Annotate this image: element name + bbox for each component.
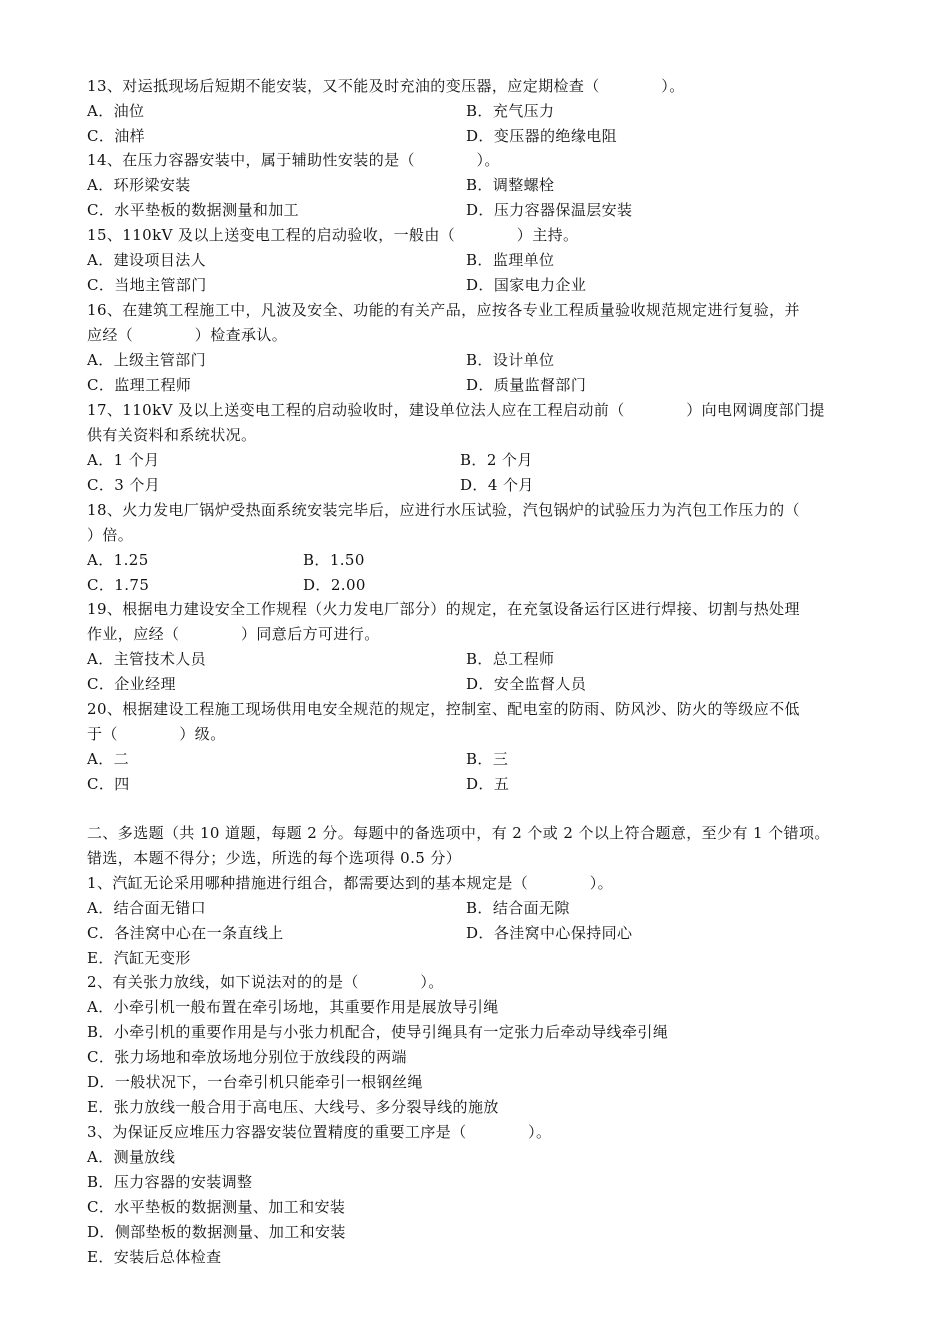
multi-question-3-stem: 3、为保证反应堆压力容器安装位置精度的重要工序是（ ）。 <box>87 1123 552 1141</box>
mq1-option-d: D．各洼窝中心保持同心 <box>466 924 633 942</box>
q19-option-d: D．安全监督人员 <box>466 675 587 693</box>
mq3-option-c: C．水平垫板的数据测量、加工和安装 <box>87 1198 346 1216</box>
mq3-option-d: D．侧部垫板的数据测量、加工和安装 <box>87 1223 346 1241</box>
multi-question-1-stem: 1、汽缸无论采用哪种措施进行组合，都需要达到的基本规定是（ ）。 <box>87 874 614 892</box>
section-2-heading-line1: 二、多选题（共 10 道题，每题 2 分。每题中的备选项中，有 2 个或 2 个以上符合题意，至少有 1 个错项。 <box>87 824 830 842</box>
q17-option-d: D．4 个月 <box>460 476 534 494</box>
q14-option-d: D．压力容器保温层安装 <box>466 201 633 219</box>
q18-option-b: B．1.50 <box>303 551 365 569</box>
section-2-heading-line2: 错选，本题不得分；少选，所选的每个选项得 0.5 分） <box>87 849 462 867</box>
question-15-stem: 15、110kV 及以上送变电工程的启动验收，一般由（ ）主持。 <box>87 226 579 244</box>
q13-option-c: C．油样 <box>87 127 146 145</box>
question-18-stem-line1: 18、火力发电厂锅炉受热面系统安装完毕后，应进行水压试验，汽包锅炉的试验压力为汽包工作压力的（ <box>87 501 800 519</box>
q14-option-c: C．水平垫板的数据测量和加工 <box>87 201 300 219</box>
q17-option-a: A．1 个月 <box>87 451 160 469</box>
question-13-stem: 13、对运抵现场后短期不能安装，又不能及时充油的变压器，应定期检查（ ）。 <box>87 77 685 95</box>
question-19-stem-line1: 19、根据电力建设安全工作规程（火力发电厂部分）的规定，在充氢设备运行区进行焊接、切割与热处理 <box>87 600 800 618</box>
question-17-stem-line2: 供有关资料和系统状况。 <box>87 426 257 444</box>
mq1-option-e: E．汽缸无变形 <box>87 949 191 967</box>
q17-option-c: C．3 个月 <box>87 476 161 494</box>
mq3-option-a: A．测量放线 <box>87 1148 176 1166</box>
mq2-option-d: D．一般状况下，一台牵引机只能牵引一根钢丝绳 <box>87 1073 423 1091</box>
question-18-stem-line2: ）倍。 <box>87 526 134 544</box>
q20-option-b: B．三 <box>466 750 509 768</box>
mq2-option-c: C．张力场地和牵放场地分别位于放线段的两端 <box>87 1048 407 1066</box>
q15-option-a: A．建设项目法人 <box>87 251 207 269</box>
mq2-option-b: B．小牵引机的重要作用是与小张力机配合，使导引绳具有一定张力后牵动导线牵引绳 <box>87 1023 669 1041</box>
q20-option-d: D．五 <box>466 775 510 793</box>
question-16-stem-line2: 应经（ ）检查承认。 <box>87 326 288 344</box>
question-16-stem-line1: 16、在建筑工程施工中，凡波及安全、功能的有关产品，应按各专业工程质量验收规范规定进行复验，并 <box>87 301 800 319</box>
question-19-stem-line2: 作业，应经（ ）同意后方可进行。 <box>87 625 380 643</box>
mq2-option-a: A．小牵引机一般布置在牵引场地，其重要作用是展放导引绳 <box>87 998 499 1016</box>
q13-option-b: B．充气压力 <box>466 102 555 120</box>
q18-option-a: A．1.25 <box>87 551 149 569</box>
q17-option-b: B．2 个月 <box>460 451 533 469</box>
q20-option-c: C．四 <box>87 775 130 793</box>
q19-option-a: A．主管技术人员 <box>87 650 207 668</box>
q19-option-c: C．企业经理 <box>87 675 176 693</box>
question-20-stem-line1: 20、根据建设工程施工现场供用电安全规范的规定，控制室、配电室的防雨、防风沙、防火的等级应不低 <box>87 700 800 718</box>
q18-option-d: D．2.00 <box>303 576 366 594</box>
q13-option-d: D．变压器的绝缘电阻 <box>466 127 618 145</box>
q15-option-c: C．当地主管部门 <box>87 276 207 294</box>
multi-question-2-stem: 2、有关张力放线，如下说法对的的是（ ）。 <box>87 973 444 991</box>
q15-option-d: D．国家电力企业 <box>466 276 587 294</box>
q13-option-a: A．油位 <box>87 102 145 120</box>
mq1-option-b: B．结合面无隙 <box>466 899 570 917</box>
q14-option-b: B．调整螺栓 <box>466 176 555 194</box>
q18-option-c: C．1.75 <box>87 576 150 594</box>
mq2-option-e: E．张力放线一般合用于高电压、大线号、多分裂导线的施放 <box>87 1098 499 1116</box>
q20-option-a: A．二 <box>87 750 130 768</box>
q16-option-a: A．上级主管部门 <box>87 351 207 369</box>
question-17-stem-line1: 17、110kV 及以上送变电工程的启动验收时，建设单位法人应在工程启动前（ ）向电网调度部门提 <box>87 401 825 419</box>
q16-option-d: D．质量监督部门 <box>466 376 587 394</box>
mq1-option-a: A．结合面无错口 <box>87 899 207 917</box>
q16-option-b: B．设计单位 <box>466 351 555 369</box>
mq3-option-e: E．安装后总体检查 <box>87 1248 222 1266</box>
mq1-option-c: C．各洼窝中心在一条直线上 <box>87 924 284 942</box>
q16-option-c: C．监理工程师 <box>87 376 192 394</box>
question-14-stem: 14、在压力容器安装中，属于辅助性安装的是（ ）。 <box>87 151 500 169</box>
q14-option-a: A．环形梁安装 <box>87 176 191 194</box>
q15-option-b: B．监理单位 <box>466 251 555 269</box>
q19-option-b: B．总工程师 <box>466 650 555 668</box>
mq3-option-b: B．压力容器的安装调整 <box>87 1173 253 1191</box>
question-20-stem-line2: 于（ ）级。 <box>87 725 226 743</box>
